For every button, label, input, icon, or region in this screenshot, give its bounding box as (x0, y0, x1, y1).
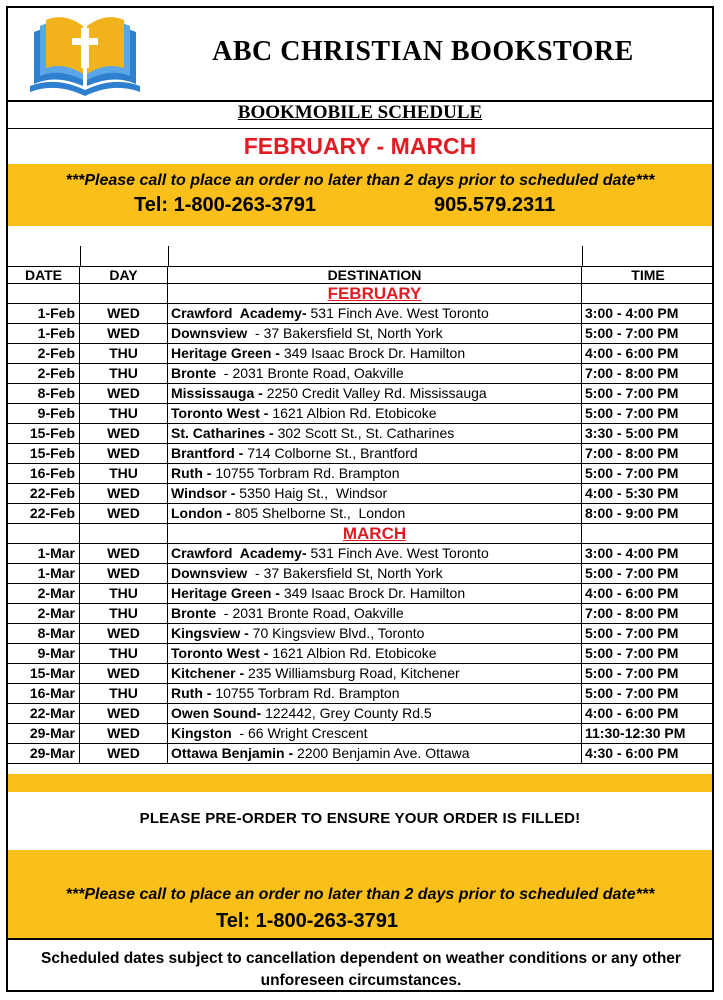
destination-name: Ottawa Benjamin - (171, 745, 294, 761)
destination-address: 70 Kingsview Blvd., Toronto (248, 625, 425, 641)
header (8, 8, 712, 102)
table-row (8, 364, 712, 384)
destination-address: 1621 Albion Rd. Etobicoke (268, 405, 437, 421)
destination-address: 10755 Torbram Rd. Brampton (211, 465, 400, 481)
header-day: DAY (80, 267, 168, 283)
date-cell: 16-Feb (8, 464, 80, 483)
day-cell: THU (80, 464, 168, 483)
empty-cell (582, 284, 714, 303)
time-cell: 7:00 - 8:00 PM (585, 365, 679, 381)
day-cell: THU (80, 604, 168, 623)
disclaimer-text: Scheduled dates subject to cancellation dependent on weather conditions or any other unforeseen circumstances. (41, 950, 681, 989)
date-cell: 1-Feb (8, 324, 80, 343)
time-cell: 4:30 - 6:00 PM (585, 745, 679, 761)
destination-name: Ruth - (171, 685, 212, 701)
destination-name: Owen Sound- (171, 705, 262, 721)
table-row (8, 604, 712, 624)
time-cell: 3:30 - 5:00 PM (585, 425, 679, 441)
destination-cell (168, 584, 582, 603)
order-notice-banner (8, 164, 712, 226)
time-cell: 4:00 - 6:00 PM (585, 345, 679, 361)
time-cell: 7:00 - 8:00 PM (585, 445, 679, 461)
day-cell: WED (80, 564, 168, 583)
store-name: ABC CHRISTIAN BOOKSTORE (212, 36, 634, 67)
destination-cell (168, 704, 582, 723)
month-section-row (8, 284, 712, 304)
destination-cell (168, 404, 582, 423)
divider-band (8, 774, 712, 792)
destination-name: Downsview (171, 325, 252, 341)
header-time: TIME (631, 267, 665, 283)
time-cell: 8:00 - 9:00 PM (585, 505, 679, 521)
day-cell: WED (80, 424, 168, 443)
empty-cell (80, 524, 168, 543)
destination-cell (168, 684, 582, 703)
footer-notice-text: ***Please call to place an order no later than 2 days prior to scheduled date*** (65, 886, 655, 903)
destination-address: 1621 Albion Rd. Etobicoke (268, 645, 437, 661)
destination-cell (168, 304, 582, 323)
schedule-page (6, 6, 714, 992)
destination-address: - 37 Bakersfield St, North York (251, 565, 443, 581)
destination-cell (168, 484, 582, 503)
empty-cell (8, 524, 80, 543)
day-cell: THU (80, 364, 168, 383)
empty-cell (582, 524, 714, 543)
destination-name: Ruth - (171, 465, 212, 481)
destination-cell (168, 504, 582, 523)
time-cell: 5:00 - 7:00 PM (585, 325, 679, 341)
destination-name: Kingston (171, 725, 236, 741)
month-label: FEBRUARY (168, 284, 582, 303)
day-cell: WED (80, 724, 168, 743)
date-cell: 22-Mar (8, 704, 80, 723)
months-title: FEBRUARY - MARCH (243, 133, 477, 159)
schedule-title: BOOKMOBILE SCHEDULE (8, 102, 712, 129)
destination-cell (168, 444, 582, 463)
date-cell: 15-Feb (8, 444, 80, 463)
table-row (8, 724, 712, 744)
day-cell: THU (80, 644, 168, 663)
footer-divider (8, 938, 712, 940)
destination-name: Toronto West - (171, 645, 269, 661)
table-header-row (8, 266, 712, 284)
day-cell: WED (80, 744, 168, 763)
month-label: MARCH (168, 524, 582, 543)
date-cell: 29-Mar (8, 724, 80, 743)
table-row (8, 464, 712, 484)
footer-notice-banner (8, 850, 712, 938)
date-cell: 8-Mar (8, 624, 80, 643)
table-row (8, 404, 712, 424)
table-row (8, 444, 712, 464)
date-cell: 1-Mar (8, 544, 80, 563)
destination-cell (168, 664, 582, 683)
destination-cell (168, 364, 582, 383)
phone-primary[interactable]: Tel: 1-800-263-3791 (134, 194, 316, 216)
destination-address: 2250 Credit Valley Rd. Mississauga (262, 385, 487, 401)
destination-name: Crawford Academy- (171, 545, 307, 561)
table-row (8, 324, 712, 344)
table-row (8, 624, 712, 644)
time-cell: 3:00 - 4:00 PM (585, 305, 679, 321)
time-cell: 7:00 - 8:00 PM (585, 605, 679, 621)
destination-name: Windsor - (171, 485, 236, 501)
time-cell: 5:00 - 7:00 PM (585, 665, 679, 681)
time-cell: 5:00 - 7:00 PM (585, 385, 679, 401)
table-row (8, 644, 712, 664)
date-cell: 15-Feb (8, 424, 80, 443)
header-destination: DESTINATION (168, 267, 582, 283)
destination-name: Bronte (171, 605, 220, 621)
destination-address: 235 Williamsburg Road, Kitchener (244, 665, 460, 681)
destination-name: Toronto West - (171, 405, 269, 421)
header-date: DATE (8, 267, 80, 283)
table-row (8, 344, 712, 364)
time-cell: 5:00 - 7:00 PM (585, 565, 679, 581)
date-cell: 22-Feb (8, 504, 80, 523)
destination-address: 531 Finch Ave. West Toronto (306, 545, 489, 561)
destination-name: Brantford - (171, 445, 244, 461)
day-cell: WED (80, 324, 168, 343)
destination-cell (168, 624, 582, 643)
phone-secondary[interactable]: 905.579.2311 (434, 194, 556, 216)
destination-address: 714 Colborne St., Brantford (243, 445, 418, 461)
date-cell: 9-Mar (8, 644, 80, 663)
table-row (8, 304, 712, 324)
date-cell: 22-Feb (8, 484, 80, 503)
day-cell: THU (80, 404, 168, 423)
day-cell: WED (80, 444, 168, 463)
destination-cell (168, 564, 582, 583)
date-cell: 2-Mar (8, 584, 80, 603)
footer-phone[interactable]: Tel: 1-800-263-3791 (216, 910, 398, 932)
date-cell: 15-Mar (8, 664, 80, 683)
destination-name: St. Catharines - (171, 425, 274, 441)
day-cell: WED (80, 544, 168, 563)
day-cell: WED (80, 304, 168, 323)
date-cell: 9-Feb (8, 404, 80, 423)
time-cell: 4:00 - 5:30 PM (585, 485, 679, 501)
order-notice-text: ***Please call to place an order no later than 2 days prior to scheduled date*** (65, 172, 655, 189)
destination-address: - 66 Wright Crescent (235, 725, 368, 741)
destination-cell (168, 724, 582, 743)
table-row (8, 744, 712, 764)
empty-cell (8, 284, 80, 303)
empty-cell (80, 284, 168, 303)
day-cell: WED (80, 484, 168, 503)
destination-address: 531 Finch Ave. West Toronto (306, 305, 489, 321)
destination-cell (168, 344, 582, 363)
destination-name: Mississauga - (171, 385, 263, 401)
destination-cell (168, 604, 582, 623)
table-row (8, 544, 712, 564)
destination-name: Crawford Academy- (171, 305, 307, 321)
table-row (8, 384, 712, 404)
destination-address: - 2031 Bronte Road, Oakville (220, 605, 404, 621)
time-cell: 3:00 - 4:00 PM (585, 545, 679, 561)
destination-address: 302 Scott St., St. Catharines (273, 425, 455, 441)
open-bible-cross-logo-icon (26, 12, 144, 96)
time-cell: 11:30-12:30 PM (585, 725, 686, 741)
day-cell: WED (80, 704, 168, 723)
day-cell: THU (80, 584, 168, 603)
destination-address: 349 Isaac Brock Dr. Hamilton (279, 345, 466, 361)
table-row (8, 704, 712, 724)
table-row (8, 664, 712, 684)
time-cell: 5:00 - 7:00 PM (585, 465, 679, 481)
destination-name: Downsview (171, 565, 252, 581)
date-cell: 1-Feb (8, 304, 80, 323)
column-divider (168, 246, 169, 266)
day-cell: THU (80, 684, 168, 703)
table-row (8, 684, 712, 704)
column-divider (80, 246, 81, 266)
date-cell: 2-Mar (8, 604, 80, 623)
table-row (8, 484, 712, 504)
day-cell: WED (80, 624, 168, 643)
day-cell: WED (80, 504, 168, 523)
destination-address: 805 Shelborne St., London (230, 505, 406, 521)
destination-cell (168, 424, 582, 443)
column-divider (582, 246, 583, 266)
destination-cell (168, 464, 582, 483)
destination-address: 5350 Haig St., Windsor (235, 485, 388, 501)
table-row (8, 584, 712, 604)
table-row (8, 424, 712, 444)
date-cell: 2-Feb (8, 344, 80, 363)
time-cell: 4:00 - 6:00 PM (585, 585, 679, 601)
time-cell: 5:00 - 7:00 PM (585, 685, 679, 701)
date-cell: 16-Mar (8, 684, 80, 703)
destination-cell (168, 384, 582, 403)
destination-address: 10755 Torbram Rd. Brampton (211, 685, 400, 701)
destination-cell (168, 744, 582, 763)
day-cell: WED (80, 384, 168, 403)
time-cell: 5:00 - 7:00 PM (585, 405, 679, 421)
destination-address: - 2031 Bronte Road, Oakville (220, 365, 404, 381)
destination-address: 349 Isaac Brock Dr. Hamilton (279, 585, 466, 601)
time-cell: 4:00 - 6:00 PM (585, 705, 679, 721)
destination-name: Heritage Green - (171, 585, 280, 601)
time-cell: 5:00 - 7:00 PM (585, 625, 679, 641)
destination-address: 122442, Grey County Rd.5 (261, 705, 432, 721)
destination-name: Kingsview - (171, 625, 249, 641)
destination-name: Kitchener - (171, 665, 245, 681)
month-section-row (8, 524, 712, 544)
table-row (8, 504, 712, 524)
day-cell: WED (80, 664, 168, 683)
date-cell: 2-Feb (8, 364, 80, 383)
destination-cell (168, 644, 582, 663)
destination-name: Heritage Green - (171, 345, 280, 361)
destination-name: Bronte (171, 365, 220, 381)
date-cell: 29-Mar (8, 744, 80, 763)
time-cell: 5:00 - 7:00 PM (585, 645, 679, 661)
destination-address: - 37 Bakersfield St, North York (251, 325, 443, 341)
destination-cell (168, 544, 582, 563)
date-cell: 8-Feb (8, 384, 80, 403)
date-cell: 1-Mar (8, 564, 80, 583)
table-row (8, 564, 712, 584)
destination-cell (168, 324, 582, 343)
destination-address: 2200 Benjamin Ave. Ottawa (293, 745, 470, 761)
destination-name: London - (171, 505, 231, 521)
day-cell: THU (80, 344, 168, 363)
preorder-message: PLEASE PRE-ORDER TO ENSURE YOUR ORDER IS FILLED! (139, 810, 581, 827)
